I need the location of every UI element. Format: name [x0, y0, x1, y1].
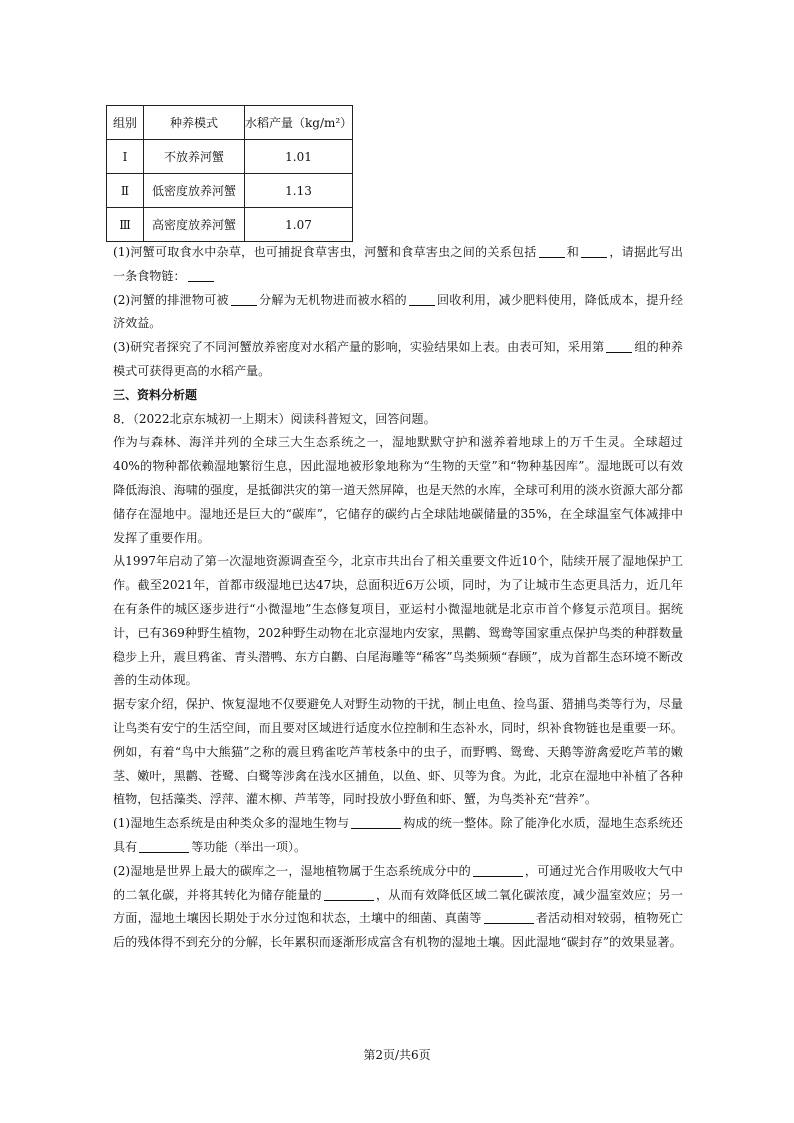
- rice-yield-table: [106, 105, 353, 242]
- text: 分解为无机物进而被水稻的: [258, 292, 407, 307]
- q8-paragraph: 从1997年启动了第一次湿地资源调查至今，北京市共出台了相关重要文件近10个，陆续开展了湿地保护工作。截至2021年，首都市级湿地已达47块，总面积近6万公顷，同时，为了让城市生态更具活力，近几年在有条件的城区逐步进行“小微湿地”生态修复项目，亚运村小微湿地就是北京市首个修复示范项目。据统计，已有369种野生植物，202种野生动物在北京湿地内安家，黑鹳、鸳鸯等国家重点保护鸟类的种群数量稳步上升，震旦鸦雀、青头潜鸭、东方白鹳、白尾海雕等“稀客”鸟类频频“春顾”，成为首都生态环境不断改善的生动体现。: [113, 554, 683, 688]
- answer-blank[interactable]: [581, 244, 607, 258]
- text: (2)湿地是世界上最大的碳库之一，湿地植物属于生态系统成分中的: [113, 863, 471, 878]
- text: (1)河蟹可取食水中杂草，也可捕捉食草害虫，河蟹和食草害虫之间的关系包括: [113, 245, 537, 259]
- table-cell: 1.07: [245, 208, 353, 242]
- table-cell: 1.13: [245, 174, 353, 208]
- text: 者活动相对较弱，植物死亡后的残体得不到充分的分解，长年累积而逐渐形成富含有机物的湿地土壤。因此湿地“碳封存”的效果显著。: [113, 911, 683, 950]
- q8-paragraph: 据专家介绍，保护、恢复湿地不仅要避免人对野生动物的干扰，制止电鱼、捡鸟蛋、猎捕鸟类等行为，尽量让鸟类有安宁的生活空间，而且要对区域进行适度水位控制和生态补水，同时，织补食物链也是重要一环。例如，有着“鸟中大熊猫”之称的震旦鸦雀吃芦苇枝条中的虫子，而野鸭、鸳鸯、天鹅等游禽爱吃芦苇的嫩茎、嫩叶，黑鹳、苍鹭、白鹭等涉禽在浅水区捕鱼，以鱼、虾、贝等为食。为此，北京在湿地中补植了各种植物，包括藻类、浮萍、灌木柳、芦苇等，同时投放小野鱼和虾、蟹，为鸟类补充“营养”。: [113, 697, 683, 807]
- table-cell: Ⅱ: [107, 174, 144, 208]
- text: (1)湿地生态系统是由种类众多的湿地生物与: [113, 816, 350, 831]
- q7-part2: [113, 289, 683, 337]
- table-row: [107, 174, 353, 208]
- table-cell: Ⅲ: [107, 208, 144, 242]
- text: (3)研究者探究了不同河蟹放养密度对水稻产量的影响，实验结果如上表。由表可知，采用第: [113, 340, 605, 355]
- table-row: [107, 140, 353, 174]
- answer-blank[interactable]: [409, 292, 435, 306]
- page-number: 第2页/共6页: [363, 1048, 431, 1062]
- answer-blank[interactable]: [539, 244, 565, 258]
- q8-part2: [113, 860, 683, 955]
- answer-blank[interactable]: [188, 268, 214, 282]
- answer-blank[interactable]: [351, 815, 401, 829]
- table-header-cell: 水稻产量（kg/m²）: [245, 106, 353, 140]
- text: ，从而有效降低区域二氧化碳浓度，减少温室效应；另一方面，湿地土壤因长期处于水分过饱和状态，土壤中的细菌、真菌等: [113, 887, 683, 926]
- text: 构成的统一整体。除了能净化水质，湿地生态系统还具有: [113, 816, 683, 854]
- question-content: [113, 241, 683, 955]
- text: ，可通过光合作用吸收大气中的二氧化碳，并将其转化为储存能量的: [113, 863, 683, 902]
- answer-blank[interactable]: [139, 839, 189, 853]
- q7-part1: [113, 241, 683, 289]
- text: 组的种养模式可获得更高的水稻产量。: [113, 340, 683, 378]
- text: 等功能（举出一项）。: [191, 839, 307, 854]
- table-row: [107, 208, 353, 242]
- text: 回收利用，减少肥料使用，降低成本，提升经济效益。: [113, 292, 683, 331]
- answer-blank[interactable]: [231, 292, 257, 306]
- q7-part3: [113, 336, 683, 384]
- text: ，请据此写出一条食物链：: [113, 245, 683, 283]
- table-header-cell: 种养模式: [144, 106, 245, 140]
- q8-part1: [113, 812, 683, 860]
- section-title: 三、资料分析题: [113, 387, 198, 402]
- table-header-row: [107, 106, 353, 140]
- text: (2)河蟹的排泄物可被: [113, 292, 229, 307]
- table-cell: 不放养河蟹: [144, 140, 245, 174]
- table-cell: 高密度放养河蟹: [144, 208, 245, 242]
- table-cell: 1.01: [245, 140, 353, 174]
- answer-blank[interactable]: [606, 339, 632, 353]
- table-header-cell: 组别: [107, 106, 144, 140]
- table-cell: Ⅰ: [107, 140, 144, 174]
- answer-blank[interactable]: [473, 863, 523, 877]
- q8-intro: 8．（2022北京东城初一上期末）阅读科普短文，回答问题。: [113, 411, 436, 426]
- answer-blank[interactable]: [484, 910, 534, 924]
- text: 和: [566, 245, 580, 259]
- answer-blank[interactable]: [324, 887, 374, 901]
- table-cell: 低密度放养河蟹: [144, 174, 245, 208]
- q8-paragraph: 作为与森林、海洋并列的全球三大生态系统之一，湿地默默守护和滋养着地球上的万千生灵。全球超过40%的物种都依赖湿地繁衍生息，因此湿地被形象地称为“生物的天堂”和“物种基因库”。湿地既可以有效降低海浪、海啸的强度，是抵御洪灾的第一道天然屏障，也是天然的水库，全球可利用的淡水资源大部分都储存在湿地中。湿地还是巨大的“碳库”，它储存的碳约占全球陆地碳储量的35%，在全球温室气体减排中发挥了重要作用。: [113, 435, 683, 545]
